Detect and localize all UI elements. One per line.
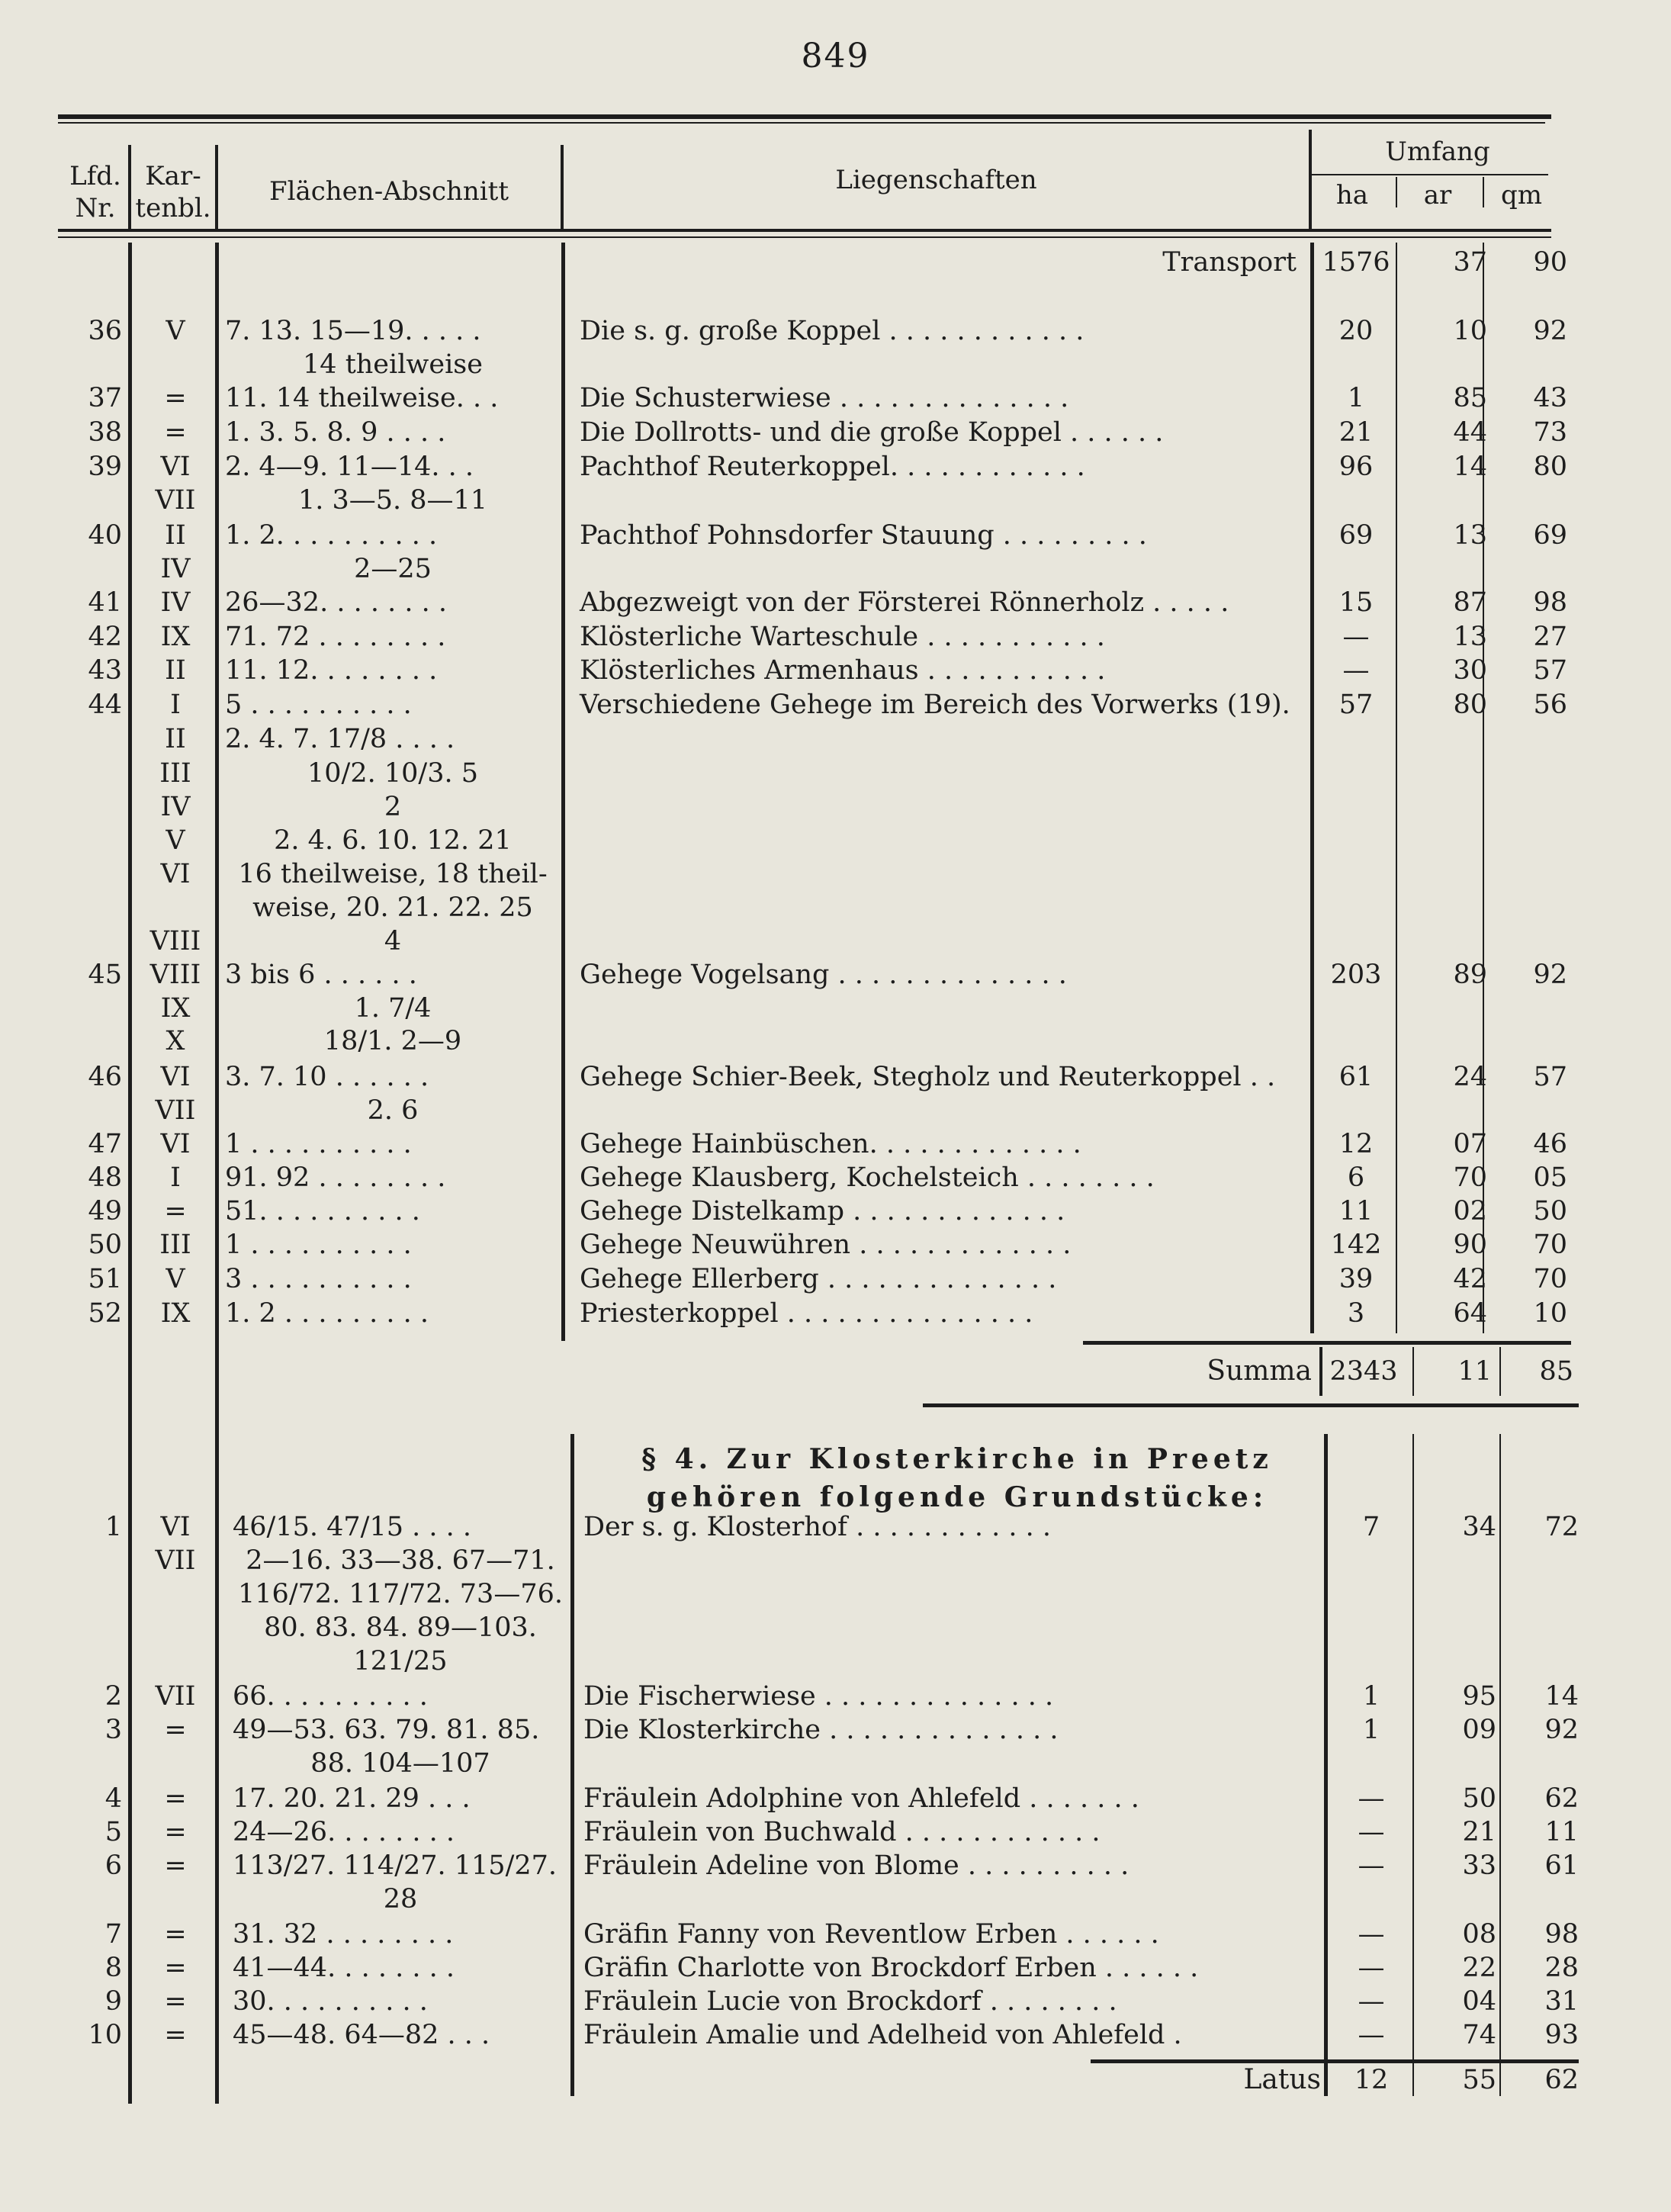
row-ha: 1 [1347, 383, 1365, 413]
row-qm: 92 [1533, 960, 1567, 990]
row-qm: 80 [1533, 452, 1567, 482]
row-qm: 05 [1533, 1162, 1567, 1193]
summa-label: Summa [1207, 1355, 1312, 1387]
row-lieg: Gehege Ellerberg . . . . . . . . . . . . . . [580, 1264, 1057, 1294]
row-lieg: Fräulein Adeline von Blome . . . . . . . . . . [583, 1850, 1130, 1881]
row-ha: 1 [1362, 1715, 1380, 1745]
row-ha: 3 [1347, 1298, 1365, 1329]
hdr-sep-6 [1483, 177, 1484, 207]
row-flae: 26—32. . . . . . . . [225, 587, 447, 618]
row-kar: II [165, 655, 186, 686]
row-qm: 28 [1544, 1953, 1579, 1983]
row-lfd: 43 [88, 655, 122, 686]
row-ar: 08 [1462, 1919, 1496, 1950]
row-lieg: Gehege Schier-Beek, Stegholz und Reuterkoppel . . [580, 1062, 1276, 1092]
row-flae: 45—48. 64—82 . . . [233, 2020, 490, 2050]
row-lfd: 45 [88, 960, 122, 990]
row-ar: 13 [1453, 520, 1487, 551]
row-kar: = [164, 1715, 187, 1745]
row-kar: III [159, 1230, 191, 1260]
row-kar: VI [160, 452, 191, 482]
row-flae: 1 . . . . . . . . . . [225, 1129, 412, 1159]
row-kar: = [164, 1986, 187, 2017]
row-lfd: 41 [88, 587, 122, 618]
row-lieg: Pachthof Pohnsdorfer Stauung . . . . . . . . . [580, 520, 1147, 551]
row-ha: — [1342, 655, 1370, 686]
row-flae: 14 theilweise [303, 349, 483, 380]
row-flae: 17. 20. 21. 29 . . . [233, 1783, 471, 1814]
row-ha: 96 [1338, 452, 1374, 482]
row-ha: 1 [1362, 1681, 1380, 1712]
row-qm: 27 [1533, 622, 1567, 652]
row-kar: VI [160, 1512, 191, 1542]
row-qm: 92 [1533, 316, 1567, 346]
latus-ha: 12 [1354, 2065, 1389, 2095]
latus-ar: 55 [1462, 2065, 1496, 2095]
row-flae: 2—16. 33—38. 67—71. [246, 1545, 555, 1576]
row-ar: 07 [1453, 1129, 1487, 1159]
row-lfd: 38 [88, 417, 122, 448]
row-lfd: 7 [104, 1919, 122, 1950]
row-ha: 7 [1362, 1512, 1380, 1542]
row-lfd: 4 [104, 1783, 122, 1814]
row-ar: 95 [1462, 1681, 1496, 1712]
row-flae: 2. 4—9. 11—14. . . [225, 452, 474, 482]
header-kar-line1: Kar- [145, 161, 201, 191]
row-flae: 30. . . . . . . . . . [233, 1986, 428, 2017]
row-lfd: 46 [88, 1062, 122, 1092]
row-ar: 85 [1453, 383, 1487, 413]
row-lfd: 47 [88, 1129, 122, 1159]
row-kar: = [164, 1919, 187, 1950]
row-lfd: 51 [88, 1264, 122, 1294]
summa-ha: 2343 [1329, 1356, 1398, 1387]
row-ar: 90 [1453, 1230, 1487, 1260]
hdr-sep-4 [1309, 130, 1312, 230]
row-lfd: 42 [88, 622, 122, 652]
row-flae: 1 . . . . . . . . . . [225, 1230, 412, 1260]
transport-label: Transport [1162, 247, 1297, 278]
row-kar: = [164, 1196, 187, 1227]
row-flae: 2. 4. 6. 10. 12. 21 [274, 825, 512, 856]
row-lfd: 52 [88, 1298, 122, 1329]
row-ar: 42 [1453, 1264, 1487, 1294]
header-lfd-line1: Lfd. [69, 161, 121, 191]
row-kar: VIII [149, 960, 201, 990]
row-kar: = [164, 383, 187, 413]
transport-ar: 37 [1453, 247, 1487, 278]
row-flae: 2. 4. 7. 17/8 . . . . [225, 724, 455, 754]
row-flae: 46/15. 47/15 . . . . [233, 1512, 471, 1542]
row-kar: I [170, 1162, 181, 1193]
row-kar: IX [160, 622, 191, 652]
row-qm: 62 [1544, 1783, 1579, 1814]
row-kar: III [159, 758, 191, 789]
row-qm: 56 [1533, 690, 1567, 720]
row-kar: VII [155, 1681, 196, 1712]
body-sep-3b [570, 1434, 574, 2096]
row-flae: 1. 2. . . . . . . . . . [225, 520, 438, 551]
header-kartenblatt [131, 160, 215, 224]
row-flae: 18/1. 2—9 [323, 1026, 462, 1056]
row-lieg: Gräfin Charlotte von Brockdorf Erben . . . . . . [583, 1953, 1199, 1983]
row-ha: 57 [1338, 690, 1374, 720]
row-lieg: Gehege Distelkamp . . . . . . . . . . . . . [580, 1196, 1065, 1227]
row-ha: 21 [1338, 417, 1374, 448]
row-kar: V [165, 825, 185, 856]
header-flaechen: Flächen-Abschnitt [269, 176, 509, 207]
row-flae: 121/25 [353, 1646, 448, 1677]
hdr-sep-3 [561, 145, 564, 230]
row-kar: II [165, 520, 186, 551]
row-lieg: Abgezweigt von der Försterei Rönnerholz . . . . . [580, 587, 1229, 618]
row-lieg: Der s. g. Klosterhof . . . . . . . . . . . . [583, 1512, 1051, 1542]
row-ar: 24 [1453, 1062, 1487, 1092]
hdr-sep-1 [128, 145, 131, 230]
row-qm: 93 [1544, 2020, 1579, 2050]
row-kar: IX [160, 1298, 191, 1329]
row-lieg: Fräulein Amalie und Adelheid von Ahlefeld . [583, 2020, 1182, 2050]
row-ha: — [1358, 1817, 1385, 1847]
row-kar: IV [160, 554, 191, 584]
row-flae: 91. 92 . . . . . . . . [225, 1162, 446, 1193]
row-lieg: Die Klosterkirche . . . . . . . . . . . . . . [583, 1715, 1059, 1745]
row-kar: II [165, 724, 186, 754]
summa-ar: 11 [1457, 1356, 1492, 1387]
row-kar: V [165, 316, 185, 346]
row-lfd: 40 [88, 520, 122, 551]
row-lieg: Die Fischerwiese . . . . . . . . . . . . . . [583, 1681, 1054, 1712]
row-lieg: Verschiedene Gehege im Bereich des Vorwerks (19). [580, 690, 1290, 720]
row-qm: 69 [1533, 520, 1567, 551]
page-number: 849 [801, 37, 870, 76]
header-bottom-rule [58, 229, 1551, 232]
row-kar: IV [160, 792, 191, 822]
transport-qm: 90 [1533, 247, 1567, 278]
row-ha: — [1358, 1953, 1385, 1983]
row-qm: 70 [1533, 1264, 1567, 1294]
row-qm: 46 [1533, 1129, 1567, 1159]
row-ar: 70 [1453, 1162, 1487, 1193]
row-ar: 33 [1462, 1850, 1496, 1881]
row-kar: VI [160, 1129, 191, 1159]
row-lfd: 37 [88, 383, 122, 413]
row-ha: 6 [1347, 1162, 1365, 1193]
row-ha: 69 [1338, 520, 1374, 551]
header-tenbl-line2: tenbl. [135, 193, 211, 223]
row-ar: 80 [1453, 690, 1487, 720]
header-nr-line2: Nr. [75, 193, 116, 223]
row-ha: 11 [1338, 1196, 1374, 1227]
row-qm: 98 [1533, 587, 1567, 618]
header-qm: qm [1500, 180, 1542, 211]
hdr-sep-5 [1396, 177, 1397, 207]
summa-bottom-rule [923, 1403, 1579, 1407]
row-lfd: 6 [104, 1850, 122, 1881]
row-qm: 73 [1533, 417, 1567, 448]
row-flae: 51. . . . . . . . . . [225, 1196, 420, 1227]
row-kar: VI [160, 1062, 191, 1092]
row-qm: 43 [1533, 383, 1567, 413]
row-ha: — [1358, 1919, 1385, 1950]
row-lfd: 5 [104, 1817, 122, 1847]
row-ar: 21 [1462, 1817, 1496, 1847]
row-ar: 22 [1462, 1953, 1496, 1983]
body-sep-2 [215, 243, 219, 2104]
row-ha: 12 [1338, 1129, 1374, 1159]
row-ha: — [1358, 1783, 1385, 1814]
row-lieg: Die s. g. große Koppel . . . . . . . . . . . . [580, 316, 1085, 346]
body-sep-3 [561, 243, 565, 1341]
row-kar: IX [160, 993, 191, 1024]
latus-label: Latus [1243, 2064, 1321, 2095]
body-sep-1 [128, 243, 132, 2104]
row-ha: 61 [1338, 1062, 1374, 1092]
row-qm: 50 [1533, 1196, 1567, 1227]
row-kar: X [165, 1026, 185, 1056]
row-ar: 74 [1462, 2020, 1496, 2050]
section4-heading-line2: gehören folgende Grundstücke: [646, 1481, 1268, 1513]
row-ha: 20 [1338, 316, 1374, 346]
row-ar: 13 [1453, 622, 1487, 652]
summa-top-rule [1083, 1341, 1571, 1345]
header-lfd [61, 160, 130, 224]
row-flae: 4 [384, 926, 402, 956]
row-flae: 80. 83. 84. 89—103. [264, 1612, 537, 1643]
row-lieg: Gehege Neuwühren . . . . . . . . . . . . . [580, 1230, 1072, 1260]
row-lieg: Gehege Hainbüschen. . . . . . . . . . . . . [580, 1129, 1081, 1159]
row-lieg: Gehege Klausberg, Kochelsteich . . . . . . . . [580, 1162, 1155, 1193]
row-flae: 3 bis 6 . . . . . . [225, 960, 417, 990]
summa-qm: 85 [1539, 1356, 1573, 1387]
row-lieg: Die Schusterwiese . . . . . . . . . . . . . . [580, 383, 1069, 413]
row-ar: 04 [1462, 1986, 1496, 2017]
body-sep-6b [1499, 1434, 1501, 2096]
row-ar: 10 [1453, 316, 1487, 346]
row-qm: 72 [1544, 1512, 1579, 1542]
row-lieg: Gehege Vogelsang . . . . . . . . . . . . . . [580, 960, 1067, 990]
row-flae: 11. 14 theilweise. . . [225, 383, 499, 413]
row-lfd: 36 [88, 316, 122, 346]
row-lieg: Klösterliche Warteschule . . . . . . . . . . . [580, 622, 1105, 652]
row-kar: VIII [149, 926, 201, 956]
row-flae: 16 theilweise, 18 theil- [238, 859, 548, 889]
hdr-umfang-rule [1312, 174, 1548, 175]
row-lieg: Gräfin Fanny von Reventlow Erben . . . . . . [583, 1919, 1159, 1950]
row-lfd: 8 [104, 1953, 122, 1983]
summa-sep-1 [1319, 1347, 1322, 1396]
row-lfd: 48 [88, 1162, 122, 1193]
row-lfd: 9 [104, 1986, 122, 2017]
row-ha: 15 [1338, 587, 1374, 618]
row-kar: I [170, 690, 181, 720]
row-ar: 89 [1453, 960, 1487, 990]
row-ar: 44 [1453, 417, 1487, 448]
row-kar: = [164, 1850, 187, 1881]
row-qm: 92 [1544, 1715, 1579, 1745]
row-lfd: 50 [88, 1230, 122, 1260]
row-lieg: Priesterkoppel . . . . . . . . . . . . . . . [580, 1298, 1033, 1329]
row-flae: 24—26. . . . . . . . [233, 1817, 455, 1847]
row-flae: 116/72. 117/72. 73—76. [238, 1579, 563, 1609]
row-flae: 1. 3—5. 8—11 [297, 485, 488, 516]
row-flae: 2. 6 [367, 1095, 419, 1126]
row-ha: — [1358, 2020, 1385, 2050]
row-flae: 2 [384, 792, 402, 822]
hdr-sep-2 [215, 145, 218, 230]
row-flae: 88. 104—107 [310, 1748, 490, 1779]
row-flae: 31. 32 . . . . . . . . [233, 1919, 454, 1950]
row-ar: 14 [1453, 452, 1487, 482]
row-flae: 11. 12. . . . . . . . [225, 655, 438, 686]
row-qm: 14 [1544, 1681, 1579, 1712]
row-flae: 3 . . . . . . . . . . [225, 1264, 412, 1294]
top-thin-rule [58, 122, 1545, 124]
row-ha: — [1342, 622, 1370, 652]
row-flae: 3. 7. 10 . . . . . . [225, 1062, 429, 1092]
row-kar: V [165, 1264, 185, 1294]
row-lfd: 10 [88, 2020, 122, 2050]
row-flae: 28 [383, 1884, 418, 1915]
row-lieg: Pachthof Reuterkoppel. . . . . . . . . . . . [580, 452, 1085, 482]
row-lieg: Fräulein Adolphine von Ahlefeld . . . . . . . [583, 1783, 1139, 1814]
row-flae: 1. 3. 5. 8. 9 . . . . [225, 417, 446, 448]
row-flae: 41—44. . . . . . . . [233, 1953, 455, 1983]
row-lieg: Fräulein von Buchwald . . . . . . . . . . . . [583, 1817, 1101, 1847]
row-ha: 203 [1330, 960, 1382, 990]
row-ar: 02 [1453, 1196, 1487, 1227]
row-kar: = [164, 1953, 187, 1983]
latus-qm: 62 [1544, 2065, 1579, 2095]
row-flae: 66. . . . . . . . . . [233, 1681, 428, 1712]
row-qm: 11 [1544, 1817, 1579, 1847]
row-flae: 5 . . . . . . . . . . [225, 690, 412, 720]
row-ar: 50 [1462, 1783, 1496, 1814]
row-flae: 71. 72 . . . . . . . . [225, 622, 446, 652]
row-kar: = [164, 1783, 187, 1814]
row-lfd: 44 [88, 690, 122, 720]
row-qm: 61 [1544, 1850, 1579, 1881]
row-flae: 1. 2 . . . . . . . . . [225, 1298, 429, 1329]
summa-sep-2 [1412, 1347, 1414, 1396]
row-lfd: 1 [104, 1512, 122, 1542]
section4-heading-line1: § 4. Zur Klosterkirche in Preetz [641, 1443, 1273, 1475]
row-lfd: 2 [104, 1681, 122, 1712]
row-ha: — [1358, 1850, 1385, 1881]
transport-ha: 1576 [1322, 247, 1390, 278]
row-ar: 87 [1453, 587, 1487, 618]
row-flae: 2—25 [354, 554, 432, 584]
row-lieg: Klösterliches Armenhaus . . . . . . . . . . . [580, 655, 1106, 686]
header-liegenschaften: Liegenschaften [835, 165, 1037, 195]
row-flae: 113/27. 114/27. 115/27. [233, 1850, 558, 1881]
row-ar: 09 [1462, 1715, 1496, 1745]
row-qm: 57 [1533, 655, 1567, 686]
row-qm: 31 [1544, 1986, 1579, 2017]
row-lieg: Die Dollrotts- und die große Koppel . . . . . . [580, 417, 1164, 448]
row-ar: 30 [1453, 655, 1487, 686]
header-ha: ha [1335, 180, 1369, 211]
row-kar: IV [160, 587, 191, 618]
row-flae: 1. 7/4 [354, 993, 432, 1024]
row-flae: 7. 13. 15—19. . . . . [225, 316, 481, 346]
row-kar: = [164, 1817, 187, 1847]
row-kar: VI [160, 859, 191, 889]
row-kar: = [164, 417, 187, 448]
row-kar: VII [155, 1545, 196, 1576]
summa-sep-3 [1499, 1347, 1501, 1396]
row-qm: 98 [1544, 1919, 1579, 1950]
header-bottom-rule-2 [58, 236, 1551, 238]
row-qm: 57 [1533, 1062, 1567, 1092]
row-lieg: Fräulein Lucie von Brockdorf . . . . . . . . [583, 1986, 1117, 2017]
row-ha: 39 [1338, 1264, 1374, 1294]
row-kar: VII [155, 1095, 196, 1126]
row-ha: 142 [1330, 1230, 1382, 1260]
top-double-rule [58, 114, 1551, 119]
header-ar: ar [1423, 180, 1452, 211]
row-qm: 10 [1533, 1298, 1567, 1329]
row-flae: 10/2. 10/3. 5 [307, 758, 478, 789]
row-ar: 34 [1462, 1512, 1496, 1542]
row-ha: — [1358, 1986, 1385, 2017]
row-flae: 49—53. 63. 79. 81. 85. [233, 1715, 540, 1745]
row-qm: 70 [1533, 1230, 1567, 1260]
row-flae: weise, 20. 21. 22. 25 [252, 892, 533, 923]
row-kar: VII [155, 485, 196, 516]
row-lfd: 49 [88, 1196, 122, 1227]
row-lfd: 3 [104, 1715, 122, 1745]
row-kar: = [164, 2020, 187, 2050]
row-ar: 64 [1453, 1298, 1487, 1329]
row-lfd: 39 [88, 452, 122, 482]
header-umfang: Umfang [1385, 137, 1490, 167]
